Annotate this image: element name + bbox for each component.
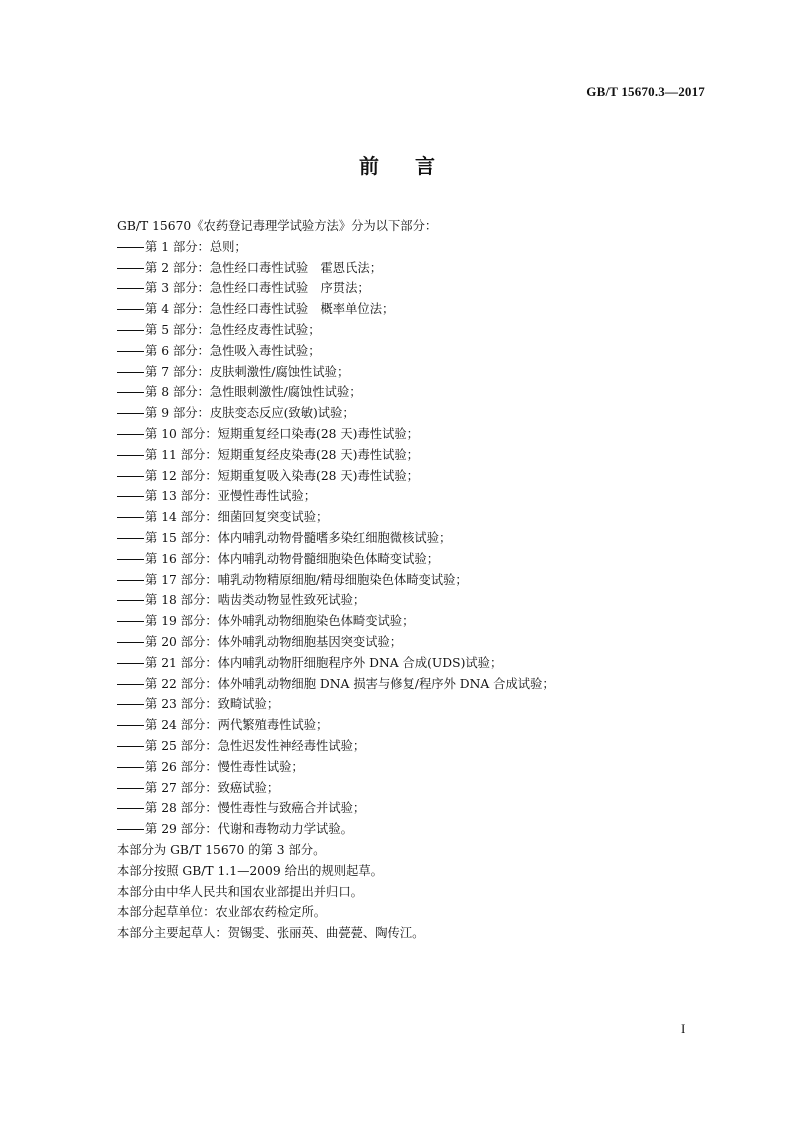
em-dash-marker bbox=[117, 320, 145, 341]
part-text: 第 5 部分：急性经皮毒性试验； bbox=[145, 322, 321, 337]
proposer-statement: 本部分由中华人民共和国农业部提出并归口。 bbox=[117, 884, 363, 899]
part-text: 第 14 部分：细菌回复突变试验； bbox=[145, 510, 329, 525]
list-item bbox=[117, 819, 707, 840]
parts-list bbox=[117, 237, 707, 840]
list-item bbox=[117, 320, 707, 341]
list-item bbox=[117, 715, 707, 736]
em-dash-marker bbox=[117, 528, 145, 549]
em-dash-marker bbox=[117, 445, 145, 466]
part-text: 第 1 部分：总则； bbox=[145, 239, 247, 254]
list-item bbox=[117, 278, 707, 299]
list-item bbox=[117, 757, 707, 778]
part-text: 第 28 部分：慢性毒性与致癌合并试验； bbox=[145, 801, 366, 816]
em-dash-marker bbox=[117, 486, 145, 507]
page-number: I bbox=[681, 1021, 686, 1036]
page-title: 前言 bbox=[359, 154, 471, 178]
em-dash-marker bbox=[117, 341, 145, 362]
part-text: 第 25 部分：急性迟发性神经毒性试验； bbox=[145, 738, 366, 753]
list-item bbox=[117, 486, 707, 507]
part-text: 第 24 部分：两代繁殖毒性试验； bbox=[145, 718, 329, 733]
em-dash-marker bbox=[117, 382, 145, 403]
part-text: 第 18 部分：啮齿类动物显性致死试验； bbox=[145, 593, 366, 608]
list-item bbox=[117, 403, 707, 424]
list-item bbox=[117, 237, 707, 258]
list-item bbox=[117, 341, 707, 362]
em-dash-marker bbox=[117, 736, 145, 757]
part-text: 第 15 部分：体内哺乳动物骨髓嗜多染红细胞微核试验； bbox=[145, 530, 452, 545]
em-dash-marker bbox=[117, 653, 145, 674]
list-item bbox=[117, 570, 707, 591]
list-item bbox=[117, 694, 707, 715]
list-item bbox=[117, 798, 707, 819]
part-text: 第 13 部分：亚慢性毒性试验； bbox=[145, 489, 317, 504]
em-dash-marker bbox=[117, 715, 145, 736]
list-item bbox=[117, 362, 707, 383]
em-dash-marker bbox=[117, 611, 145, 632]
part-text: 第 19 部分：体外哺乳动物细胞染色体畸变试验； bbox=[145, 614, 415, 629]
em-dash-marker bbox=[117, 362, 145, 383]
part-text: 第 20 部分：体外哺乳动物细胞基因突变试验； bbox=[145, 634, 403, 649]
list-item bbox=[117, 507, 707, 528]
intro-paragraph: GB/T 15670《农药登记毒理学试验方法》分为以下部分： bbox=[117, 219, 438, 233]
list-item bbox=[117, 590, 707, 611]
drafting-unit-statement: 本部分起草单位：农业部农药检定所。 bbox=[117, 905, 327, 920]
em-dash-marker bbox=[117, 549, 145, 570]
drafting-rules-statement: 本部分按照 GB/T 1.1—2009 给出的规则起草。 bbox=[117, 863, 383, 878]
em-dash-marker bbox=[117, 798, 145, 819]
list-item bbox=[117, 778, 707, 799]
em-dash-marker bbox=[117, 590, 145, 611]
em-dash-marker bbox=[117, 674, 145, 695]
scope-statement: 本部分为 GB/T 15670 的第 3 部分。 bbox=[117, 842, 326, 857]
list-item bbox=[117, 674, 707, 695]
list-item bbox=[117, 736, 707, 757]
part-text: 第 26 部分：慢性毒性试验； bbox=[145, 759, 304, 774]
list-item bbox=[117, 549, 707, 570]
part-text: 第 21 部分：体内哺乳动物肝细胞程序外 DNA 合成(UDS)试验； bbox=[145, 655, 503, 670]
closing-paragraphs bbox=[117, 840, 707, 944]
part-text: 第 22 部分：体外哺乳动物细胞 DNA 损害与修复/程序外 DNA 合成试验； bbox=[145, 676, 555, 691]
part-text: 第 7 部分：皮肤刺激性/腐蚀性试验； bbox=[145, 364, 350, 379]
em-dash-marker bbox=[117, 819, 145, 840]
em-dash-marker bbox=[117, 258, 145, 279]
standard-code: GB/T 15670.3—2017 bbox=[586, 84, 705, 99]
em-dash-marker bbox=[117, 570, 145, 591]
em-dash-marker bbox=[117, 757, 145, 778]
document-body bbox=[117, 216, 707, 944]
em-dash-marker bbox=[117, 507, 145, 528]
list-item bbox=[117, 528, 707, 549]
em-dash-marker bbox=[117, 403, 145, 424]
part-text: 第 12 部分：短期重复吸入染毒(28 天)毒性试验； bbox=[145, 468, 419, 483]
em-dash-marker bbox=[117, 632, 145, 653]
list-item bbox=[117, 445, 707, 466]
list-item bbox=[117, 258, 707, 279]
list-item bbox=[117, 382, 707, 403]
part-text: 第 10 部分：短期重复经口染毒(28 天)毒性试验； bbox=[145, 426, 419, 441]
list-item bbox=[117, 299, 707, 320]
part-text: 第 27 部分：致癌试验； bbox=[145, 780, 280, 795]
part-text: 第 9 部分：皮肤变态反应(致敏)试验； bbox=[145, 406, 355, 421]
list-item bbox=[117, 424, 707, 445]
part-text: 第 2 部分：急性经口毒性试验 霍恩氏法； bbox=[145, 260, 382, 275]
part-text: 第 4 部分：急性经口毒性试验 概率单位法； bbox=[145, 302, 395, 317]
part-text: 第 8 部分：急性眼刺激性/腐蚀性试验； bbox=[145, 385, 362, 400]
list-item bbox=[117, 653, 707, 674]
part-text: 第 16 部分：体内哺乳动物骨髓细胞染色体畸变试验； bbox=[145, 551, 439, 566]
drafters-statement: 本部分主要起草人：贺锡雯、张丽英、曲甍甍、陶传江。 bbox=[117, 926, 425, 941]
part-text: 第 6 部分：急性吸入毒性试验； bbox=[145, 343, 321, 358]
em-dash-marker bbox=[117, 299, 145, 320]
part-text: 第 23 部分：致畸试验； bbox=[145, 697, 280, 712]
em-dash-marker bbox=[117, 278, 145, 299]
em-dash-marker bbox=[117, 778, 145, 799]
part-text: 第 3 部分：急性经口毒性试验 序贯法； bbox=[145, 281, 370, 296]
em-dash-marker bbox=[117, 237, 145, 258]
em-dash-marker bbox=[117, 694, 145, 715]
em-dash-marker bbox=[117, 466, 145, 487]
part-text: 第 17 部分：哺乳动物精原细胞/精母细胞染色体畸变试验； bbox=[145, 572, 468, 587]
em-dash-marker bbox=[117, 424, 145, 445]
list-item bbox=[117, 466, 707, 487]
part-text: 第 11 部分：短期重复经皮染毒(28 天)毒性试验； bbox=[145, 447, 419, 462]
list-item bbox=[117, 611, 707, 632]
part-text: 第 29 部分：代谢和毒物动力学试验。 bbox=[145, 822, 353, 837]
list-item bbox=[117, 632, 707, 653]
